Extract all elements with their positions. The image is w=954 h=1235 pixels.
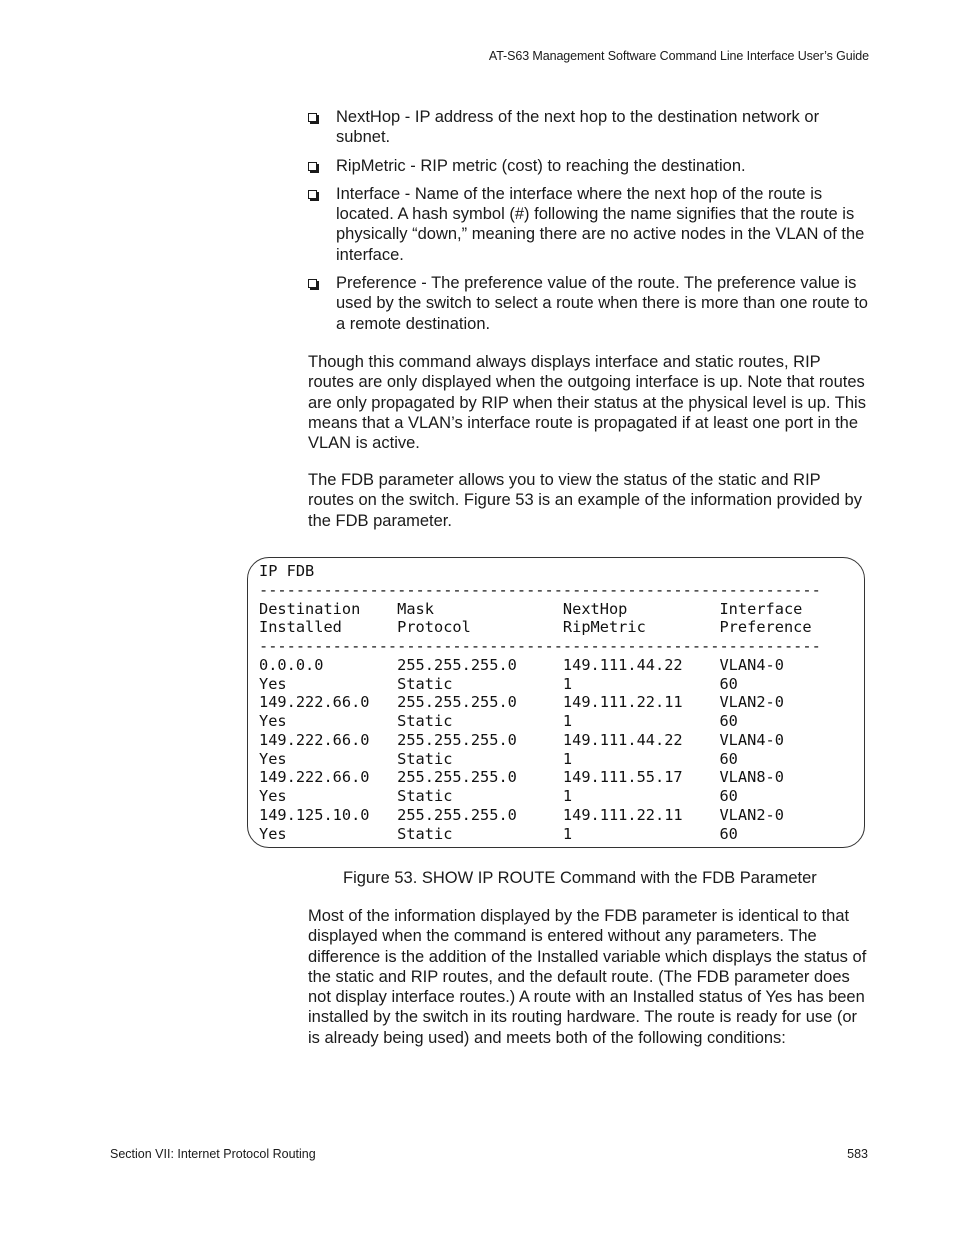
list-item [308, 273, 868, 334]
footer-section: Section VII: Internet Protocol Routing [110, 1147, 316, 1161]
checkbox-bullet-icon [308, 162, 317, 171]
code-row: Yes Static 1 60 [259, 824, 738, 843]
checkbox-bullet-icon [308, 190, 317, 199]
code-separator: ------------------------------------------------------------- [259, 637, 821, 655]
code-row: 149.125.10.0 255.255.255.0 149.111.22.11 VLAN2-0 [259, 805, 784, 824]
paragraph-rip-routes: Though this command always displays interface and static routes, RIP routes are only displayed when the outgoing interface is up. Note that routes are only propagated by RIP when their status at the physical level is up. This means that a VLAN’s interface route is propagated if at least one port in the VLAN is active. [308, 353, 866, 453]
code-listing [259, 562, 821, 843]
code-row: 149.222.66.0 255.255.255.0 149.111.44.22 VLAN4-0 [259, 730, 784, 749]
code-row: Yes Static 1 60 [259, 674, 738, 693]
code-row: 0.0.0.0 255.255.255.0 149.111.44.22 VLAN4-0 [259, 655, 784, 674]
checkbox-bullet-icon [308, 113, 317, 122]
code-title: IP FDB [259, 562, 315, 580]
code-row: Yes Static 1 60 [259, 749, 738, 768]
bullet-text: NextHop - IP address of the next hop to the destination network or subnet. [336, 108, 820, 147]
bullet-text: RipMetric - RIP metric (cost) to reaching the destination. [336, 156, 746, 175]
code-row: Yes Static 1 60 [259, 712, 738, 730]
paragraph-installed-variable: Most of the information displayed by the FDB parameter is identical to that displayed when the command is entered without any parameters. The difference is the addition of the Installed variable which displays the status of the static and RIP routes, and the default route. (The FDB parameter does not display interface routes.) A route with an Installed status of Yes has been installed by the switch in its routing hardware. The route is ready for use (or is already being used) and meets both of the following conditions: [308, 907, 867, 1047]
bullet-text: Interface - Name of the interface where the next hop of the route is located. A hash symbol (#) following the name signifies that the route is physically “down,” meaning there are no active nodes in the VLAN of the interface. [336, 184, 865, 264]
footer-page-number: 583 [847, 1147, 868, 1161]
code-row: 149.222.66.0 255.255.255.0 149.111.55.17 VLAN8-0 [259, 768, 784, 787]
list-item [308, 107, 868, 148]
code-header-line: Destination Mask NextHop Interface [259, 599, 803, 618]
code-separator: ------------------------------------------------------------- [259, 580, 821, 599]
list-item [308, 184, 868, 265]
list-item [308, 156, 868, 176]
bullet-text: Preference - The preference value of the route. The preference value is used by the switch to select a route when there is more than one route to a remote destination. [336, 274, 868, 333]
figure-caption: Figure 53. SHOW IP ROUTE Command with the FDB Parameter [343, 869, 817, 887]
code-row: 149.222.66.0 255.255.255.0 149.111.22.11 VLAN2-0 [259, 693, 784, 712]
running-header: AT-S63 Management Software Command Line Interface User’s Guide [488, 49, 869, 63]
code-header-line: Installed Protocol RipMetric Preference [259, 618, 812, 637]
code-row: Yes Static 1 60 [259, 787, 738, 805]
paragraph-fdb-intro: The FDB parameter allows you to view the status of the static and RIP routes on the switch. Figure 53 is an example of the information provided by the FDB parameter. [308, 471, 862, 530]
bullet-list [308, 107, 868, 334]
checkbox-bullet-icon [308, 279, 317, 288]
bullet-list-section [308, 107, 868, 342]
